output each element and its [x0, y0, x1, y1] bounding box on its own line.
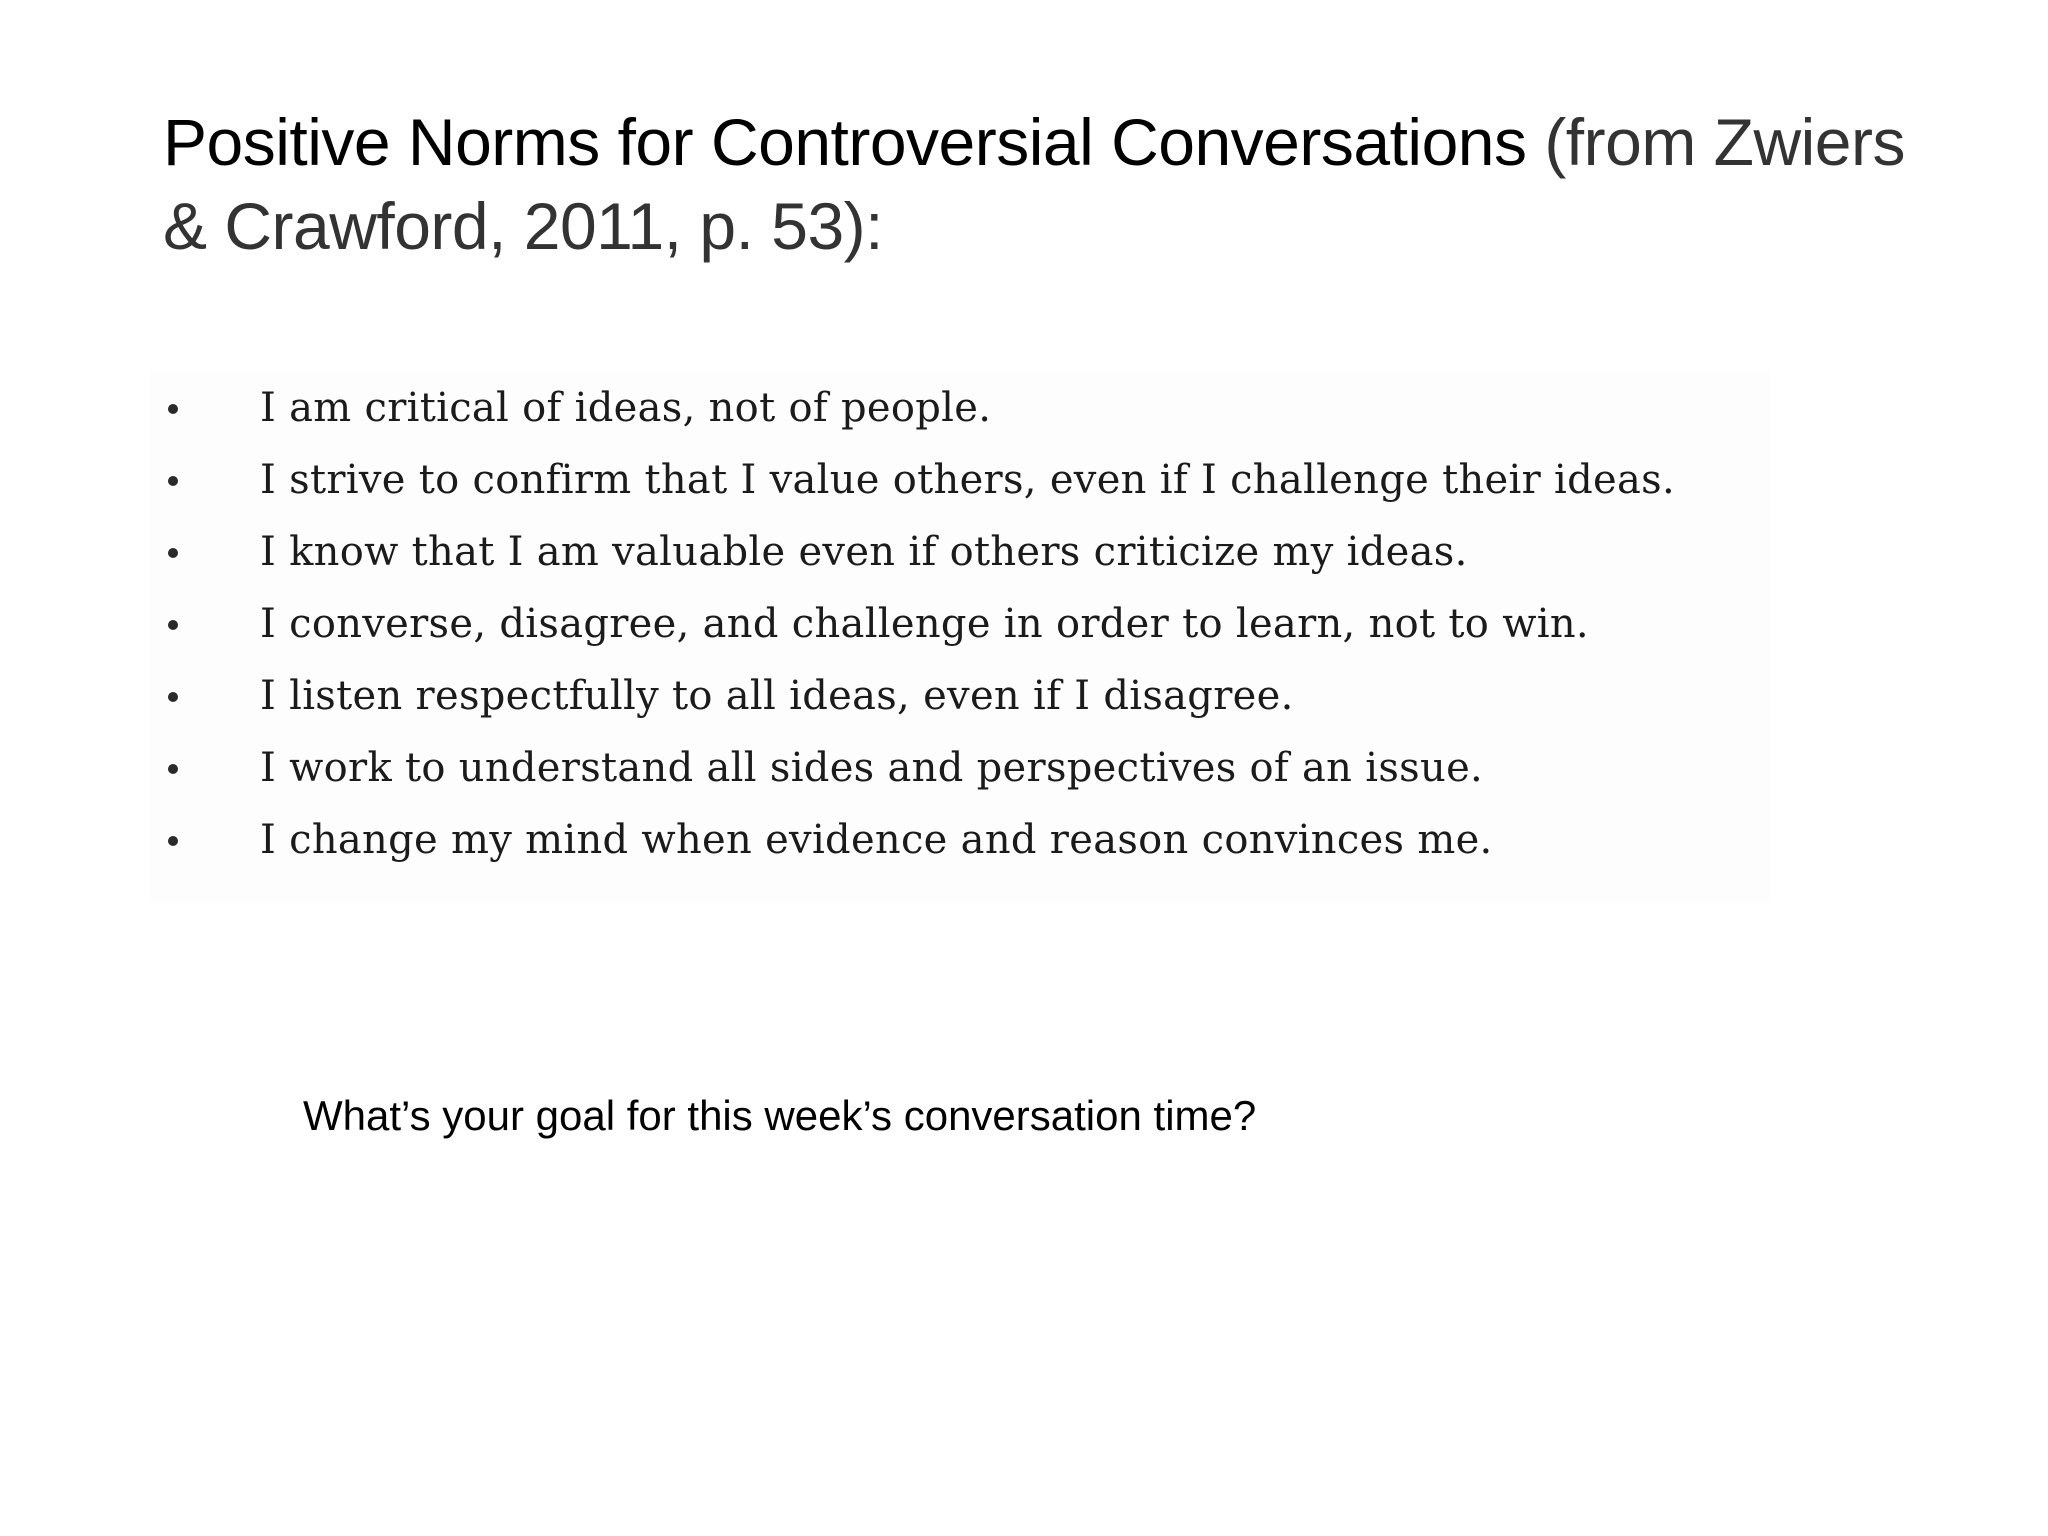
norm-item [150, 804, 1770, 876]
bullet-icon [168, 692, 178, 702]
norm-text: I am critical of ideas, not of people. [260, 385, 992, 431]
slide-title [163, 100, 1923, 268]
norms-list [150, 372, 1770, 876]
norm-item [150, 660, 1770, 732]
bullet-icon [168, 764, 178, 774]
norm-text: I converse, disagree, and challenge in order to learn, not to win. [260, 601, 1589, 647]
norm-item [150, 372, 1770, 444]
bullet-icon [168, 548, 178, 558]
norms-image [150, 372, 1770, 902]
norm-item [150, 588, 1770, 660]
norm-item [150, 444, 1770, 516]
norm-text: I work to understand all sides and perspectives of an issue. [260, 745, 1484, 791]
goal-question: What’s your goal for this week’s conversation time? [303, 1092, 1257, 1139]
norm-text: I strive to confirm that I value others, even if I challenge their ideas. [260, 457, 1676, 503]
title-main: Positive Norms for Controversial Conversations [163, 105, 1527, 179]
bullet-icon [168, 836, 178, 846]
norm-item [150, 732, 1770, 804]
title-citation: (from Zwiers & Crawford, 2011, p. 53): [163, 105, 1905, 263]
bullet-icon [168, 476, 178, 486]
norm-text: I change my mind when evidence and reason convinces me. [260, 817, 1493, 863]
norm-text: I know that I am valuable even if others criticize my ideas. [260, 529, 1468, 575]
bullet-icon [168, 620, 178, 630]
norm-item [150, 516, 1770, 588]
norm-text: I listen respectfully to all ideas, even if I disagree. [260, 673, 1294, 719]
bullet-icon [168, 404, 178, 414]
